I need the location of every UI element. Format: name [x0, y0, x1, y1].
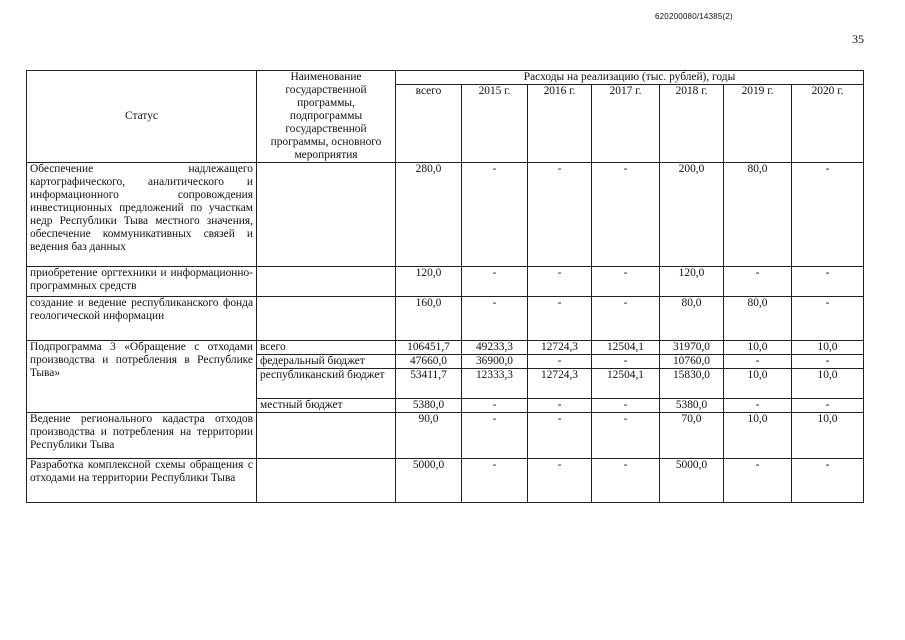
- cell-2020: -: [792, 297, 864, 341]
- cell-2016: -: [528, 355, 592, 369]
- cell-2017: -: [592, 297, 660, 341]
- table-row: [27, 459, 864, 503]
- cell-2019: -: [724, 399, 792, 413]
- cell-2017: -: [592, 413, 660, 459]
- cell-2018: 70,0: [660, 413, 724, 459]
- header-year-2015: 2015 г.: [462, 85, 528, 163]
- cell-2020: -: [792, 267, 864, 297]
- cell-2015: 36900,0: [462, 355, 528, 369]
- cell-2020: -: [792, 399, 864, 413]
- cell-2019: -: [724, 267, 792, 297]
- cell-2019: 80,0: [724, 163, 792, 267]
- cell-total: 120,0: [396, 267, 462, 297]
- header-year-total: всего: [396, 85, 462, 163]
- cell-2016: -: [528, 163, 592, 267]
- subprogram-status: Подпрограмма 3 «Обращение с отходами производства и потребления в Республике Тыва»: [27, 341, 257, 413]
- header-year-2016: 2016 г.: [528, 85, 592, 163]
- cell-2015: -: [462, 163, 528, 267]
- cell-2018: 200,0: [660, 163, 724, 267]
- header-year-2017: 2017 г.: [592, 85, 660, 163]
- cell-2015: -: [462, 267, 528, 297]
- cell-2016: -: [528, 413, 592, 459]
- document-code: 620200080/14385(2): [655, 12, 733, 21]
- cell-2015: -: [462, 459, 528, 503]
- table-row: [27, 341, 864, 355]
- cell-2017: -: [592, 163, 660, 267]
- header-status: Статус: [27, 71, 257, 163]
- row-status: Ведение регионального кадастра отходов производства и потребления на территории Республики Тыва: [27, 413, 257, 459]
- cell-2016: -: [528, 459, 592, 503]
- header-year-2020: 2020 г.: [792, 85, 864, 163]
- cell-2017: -: [592, 267, 660, 297]
- cell-2015: -: [462, 399, 528, 413]
- cell-2018: 80,0: [660, 297, 724, 341]
- header-expenses: Расходы на реализацию (тыс. рублей), годы: [396, 71, 864, 85]
- cell-2016: 12724,3: [528, 341, 592, 355]
- cell-2017: -: [592, 459, 660, 503]
- expenses-table: [26, 70, 864, 503]
- header-program-name: Наименование государственной программы, подпрограммы государственной программы, основного мероприятия: [257, 71, 396, 163]
- cell-2015: 49233,3: [462, 341, 528, 355]
- table-row: [27, 267, 864, 297]
- cell-2019: 10,0: [724, 413, 792, 459]
- cell-total: 280,0: [396, 163, 462, 267]
- cell-2017: 12504,1: [592, 341, 660, 355]
- cell-total: 53411,7: [396, 369, 462, 399]
- cell-2018: 5380,0: [660, 399, 724, 413]
- cell-total: 160,0: [396, 297, 462, 341]
- cell-total: 47660,0: [396, 355, 462, 369]
- row-status: Обеспечение надлежащего картографического, аналитического и информационного сопровождения инвестиционных предложений по участкам недр Республики Тыва местного значения, обеспечение коммуникативных связей и ведения баз данных: [27, 163, 257, 267]
- cell-total: 90,0: [396, 413, 462, 459]
- row-source: [257, 163, 396, 267]
- cell-2017: -: [592, 355, 660, 369]
- row-source: [257, 413, 396, 459]
- cell-2017: 12504,1: [592, 369, 660, 399]
- cell-2019: 80,0: [724, 297, 792, 341]
- cell-2016: 12724,3: [528, 369, 592, 399]
- cell-2020: 10,0: [792, 369, 864, 399]
- cell-2018: 120,0: [660, 267, 724, 297]
- cell-2020: 10,0: [792, 341, 864, 355]
- cell-2015: -: [462, 297, 528, 341]
- row-status: Разработка комплексной схемы обращения с отходами на территории Республики Тыва: [27, 459, 257, 503]
- cell-2018: 10760,0: [660, 355, 724, 369]
- row-status: приобретение оргтехники и информационно-программных средств: [27, 267, 257, 297]
- cell-total: 5380,0: [396, 399, 462, 413]
- header-year-2018: 2018 г.: [660, 85, 724, 163]
- cell-total: 5000,0: [396, 459, 462, 503]
- row-source: всего: [257, 341, 396, 355]
- cell-2015: -: [462, 413, 528, 459]
- cell-total: 106451,7: [396, 341, 462, 355]
- cell-2020: -: [792, 163, 864, 267]
- cell-2020: -: [792, 355, 864, 369]
- row-source: [257, 267, 396, 297]
- row-source: [257, 459, 396, 503]
- cell-2019: 10,0: [724, 341, 792, 355]
- row-source: федеральный бюджет: [257, 355, 396, 369]
- cell-2015: 12333,3: [462, 369, 528, 399]
- row-source: [257, 297, 396, 341]
- cell-2016: -: [528, 267, 592, 297]
- cell-2020: 10,0: [792, 413, 864, 459]
- table-row: [27, 163, 864, 267]
- table-row: [27, 413, 864, 459]
- cell-2016: -: [528, 297, 592, 341]
- cell-2019: -: [724, 459, 792, 503]
- cell-2018: 15830,0: [660, 369, 724, 399]
- cell-2017: -: [592, 399, 660, 413]
- row-source: республиканский бюджет: [257, 369, 396, 399]
- cell-2018: 5000,0: [660, 459, 724, 503]
- cell-2019: -: [724, 355, 792, 369]
- page-number: 35: [852, 32, 864, 46]
- table-row: [27, 297, 864, 341]
- cell-2018: 31970,0: [660, 341, 724, 355]
- cell-2020: -: [792, 459, 864, 503]
- row-source: местный бюджет: [257, 399, 396, 413]
- cell-2019: 10,0: [724, 369, 792, 399]
- cell-2016: -: [528, 399, 592, 413]
- header-year-2019: 2019 г.: [724, 85, 792, 163]
- row-status: создание и ведение республиканского фонда геологической информации: [27, 297, 257, 341]
